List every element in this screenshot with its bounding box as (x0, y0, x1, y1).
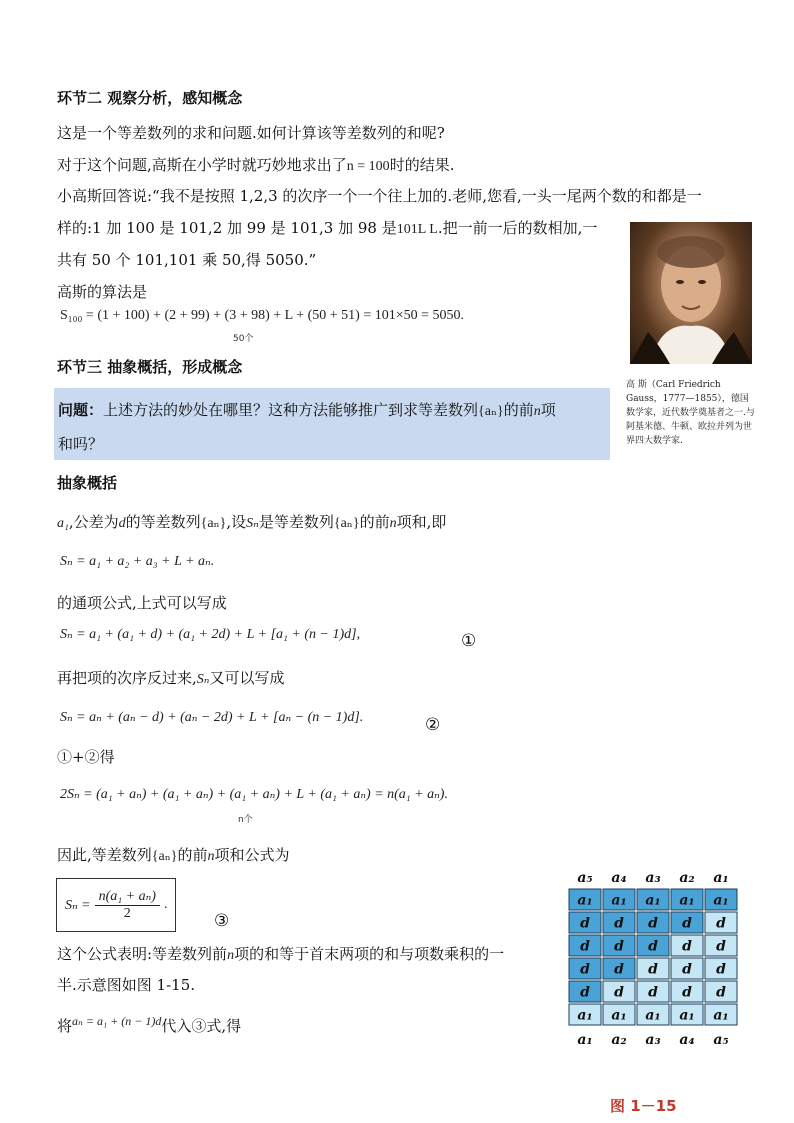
figure-cell-label: a₁ (713, 892, 729, 909)
gauss-equation-underbrace-label: 50个 (233, 334, 254, 344)
reverse-paragraph: 再把项的次序反过来,Sₙ又可以写成 (57, 669, 285, 687)
figure-top-label: a₃ (645, 870, 661, 886)
figure-cell-label: d (580, 938, 590, 955)
figure-cell-label: d (648, 961, 658, 978)
figure-cell-label: d (580, 961, 590, 978)
figure-cell-label: d (614, 915, 624, 932)
equation-1-marker: ① (461, 631, 477, 651)
question-box (54, 388, 610, 460)
figure-cell-label: d (682, 938, 692, 955)
definition-paragraph: a₁,公差为d的等差数列{aₙ},设Sₙ是等差数列{aₙ}的前n项和,即 (57, 513, 447, 531)
figure-top-label: a₂ (679, 870, 695, 886)
portrait-caption: 高 斯（Carl Friedrich Gauss，1777—1855），德国数学家，近代数学奠基者之一.与阿基米德、牛顿、欧拉并列为世界四大数学家. (626, 380, 755, 446)
therefore-paragraph: 因此,等差数列{aₙ}的前n项和公式为 (57, 846, 290, 864)
figure-cell-label: a₁ (577, 892, 593, 909)
figure-top-label: a₄ (611, 870, 627, 886)
figure-caption: 图 1－15 (610, 1097, 677, 1115)
figure-cell-label: d (716, 984, 726, 1001)
figure-cell-label: d (648, 984, 658, 1001)
figure-cell-label: d (648, 915, 658, 932)
figure-cell-label: d (682, 961, 692, 978)
sum-paragraph: ①+②得 (57, 748, 115, 766)
figure-cell-label: d (614, 961, 624, 978)
figure-cell-label: a₁ (679, 892, 695, 909)
figure-bottom-label: a₂ (611, 1032, 627, 1048)
figure-top-label: a₅ (577, 870, 593, 886)
section2-heading: 环节二 观察分析，感知概念 (57, 89, 243, 107)
general-term-paragraph: 的通项公式,上式可以写成 (57, 594, 227, 612)
figure-cell-label: d (716, 915, 726, 932)
figure-cell-label: a₁ (645, 1007, 661, 1024)
formula-3-box: Sₙ = $\frac{\text{n(a₁ + aₙ)}}{2}$ . (56, 878, 176, 932)
section3-heading: 环节三 抽象概括，形成概念 (57, 358, 243, 376)
figure-cell-label: a₁ (679, 1007, 695, 1024)
meaning-paragraph-line2: 半.示意图如图 1-15. (57, 976, 196, 994)
gauss-equation: S₁₀₀ = (1 + 100) + (2 + 99) + (3 + 98) + L + (50 + 51) = 101×50 = 5050. (60, 308, 465, 323)
figure-bottom-label: a₅ (713, 1032, 729, 1048)
equation-sum: 2Sₙ = (a₁ + aₙ) + (a₁ + aₙ) + (a₁ + aₙ) + L + (a₁ + aₙ) = n(a₁ + aₙ). (60, 787, 448, 802)
substitute-paragraph: 将$^{a_n = a_1 + (n - 1)d}$代入③式,得 (57, 1014, 242, 1035)
equation-2-marker: ② (425, 715, 441, 735)
figure-cell-label: a₁ (611, 892, 627, 909)
figure-top-label: a₁ (713, 870, 729, 886)
section2-paragraph-1: 这是一个等差数列的求和问题.如何计算该等差数列的和呢? (57, 124, 445, 142)
section2-paragraph-2: 对于这个问题,高斯在小学时就巧妙地求出了n = 100时的结果. (57, 156, 455, 174)
section2-paragraph-3-line1: 小高斯回答说:“我不是按照 1,2,3 的次序一个一个往上加的.老师,您看,一头一尾两个数的和都是一 (57, 187, 702, 205)
figure-cell-label: d (614, 984, 624, 1001)
staircase-figure (560, 866, 750, 1072)
figure-cell-label: a₁ (611, 1007, 627, 1024)
figure-cell-label: d (716, 961, 726, 978)
figure-cell-label: a₁ (577, 1007, 593, 1024)
figure-cell-label: a₁ (645, 892, 661, 909)
equation-1: Sₙ = a₁ + (a₁ + d) + (a₁ + 2d) + L + [a₁ + (n − 1)d], (60, 627, 361, 642)
figure-cell-label: d (580, 915, 590, 932)
figure-bottom-label: a₄ (679, 1032, 695, 1048)
figure-cell-label: d (682, 984, 692, 1001)
figure-cell-label: d (614, 938, 624, 955)
figure-cell-label: d (716, 938, 726, 955)
equation-sum-underbrace-label: n个 (238, 815, 253, 825)
sum-definition-equation: Sₙ = a₁ + a₂ + a₃ + L + aₙ. (60, 554, 215, 569)
gauss-portrait-image (630, 222, 752, 364)
question-line-2: 和吗？ (58, 435, 104, 453)
figure-bottom-label: a₃ (645, 1032, 661, 1048)
figure-cell-label: d (682, 915, 692, 932)
equation-3-marker: ③ (214, 911, 230, 931)
section2-paragraph-3-line3: 共有 50 个 101,101 乘 50,得 5050.” (57, 251, 317, 269)
meaning-paragraph-line1: 这个公式表明:等差数列前n项的和等于首末两项的和与项数乘积的一 (57, 945, 505, 963)
figure-cell-label: d (580, 984, 590, 1001)
equation-2: Sₙ = aₙ + (aₙ − d) + (aₙ − 2d) + L + [aₙ − (n − 1)d]. (60, 710, 364, 725)
abstract-summary-heading: 抽象概括 (57, 474, 118, 492)
figure-bottom-label: a₁ (577, 1032, 593, 1048)
section2-paragraph-4: 高斯的算法是 (57, 283, 148, 301)
section2-paragraph-3-line2: 样的:1 加 100 是 101,2 加 99 是 101,3 加 98 是101L L.把一前一后的数相加,一 (57, 219, 598, 237)
figure-cell-label: d (648, 938, 658, 955)
figure-cell-label: a₁ (713, 1007, 729, 1024)
question-line-1: 问题：上述方法的妙处在哪里？这种方法能够推广到求等差数列{aₙ}的前n项 (58, 401, 556, 419)
